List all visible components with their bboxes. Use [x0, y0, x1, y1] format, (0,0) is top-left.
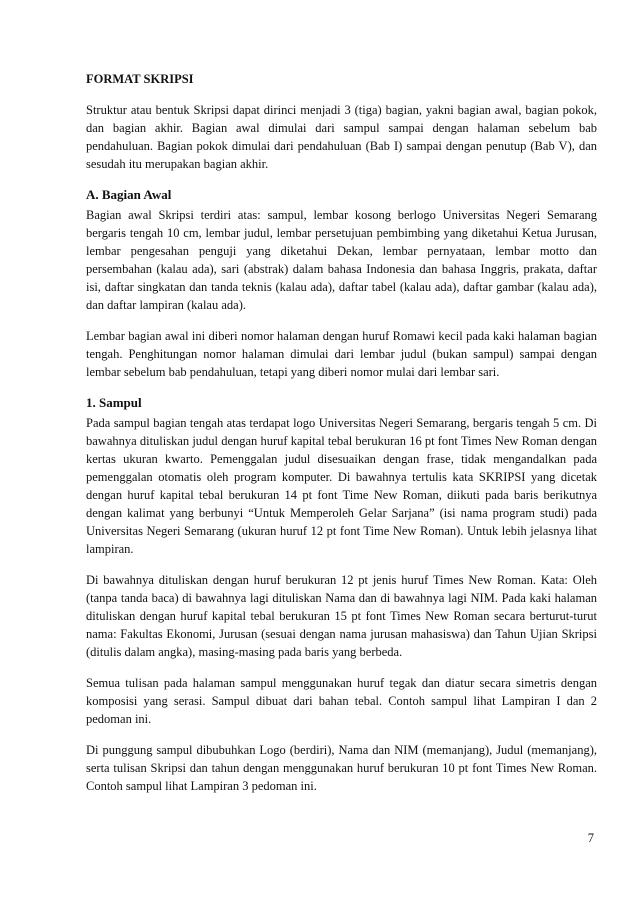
intro-paragraph: Struktur atau bentuk Skripsi dapat dirinci menjadi 3 (tiga) bagian, yakni bagian awal, bagian pokok, dan bagian akhir. Bagian awal dimulai dari sampul sampai dengan halaman sebelum bab pendahuluan. Bagian pokok dimulai dari pendahuluan (Bab I) sampai dengan penutup (Bab V), dan sesudah itu merupakan bagian akhir.: [86, 103, 597, 171]
section-1-paragraph-1: Pada sampul bagian tengah atas terdapat logo Universitas Negeri Semarang, bergaris tengah 5 cm. Di bawahnya dituliskan judul dengan huruf kapital tebal berukuran 16 pt font Times New Roman dengan kertas ukuran kwarto. Pemenggalan judul disesuaikan dengan frase, tidak mengandalkan pada pemenggalan otomatis oleh program komputer. Di bawahnya tertulis kata SKRIPSI yang dicetak dengan huruf kapital tebal berukuran 14 pt font Time New Roman, diikuti pada baris berikutnya dengan kalimat yang berbunyi “Untuk Memperoleh Gelar Sarjana” (isi nama program studi) pada Universitas Negeri Semarang (ukuran huruf 12 pt font Time New Roman). Untuk lebih jelasnya lihat lampiran.: [86, 416, 597, 556]
section-a-heading: A. Bagian Awal: [86, 187, 172, 202]
section-a-paragraph-1: Bagian awal Skripsi terdiri atas: sampul, lembar kosong berlogo Universitas Negeri Semarang bergaris tengah 10 cm, lembar judul, lembar persetujuan pembimbing yang diketahui Ketua Jurusan, lembar pengesahan penguji yang diketahui Dekan, lembar pernyataan, lembar motto dan persembahan (kalau ada), sari (abstrak) dalam bahasa Indonesia dan bahasa Inggris, prakata, daftar isi, daftar singkatan dan tanda teknis (kalau ada), daftar tabel (kalau ada), daftar gambar (kalau ada), dan daftar lampiran (kalau ada).: [86, 208, 597, 312]
page-number: 7: [587, 831, 594, 845]
section-a-paragraph-2: Lembar bagian awal ini diberi nomor halaman dengan huruf Romawi kecil pada kaki halaman bagian tengah. Penghitungan nomor halaman dimulai dari lembar judul (bukan sampul) sampai dengan lembar sebelum bab pendahuluan, tetapi yang diberi nomor mulai dari lembar sari.: [86, 329, 597, 379]
section-1-paragraph-4: Di punggung sampul dibubuhkan Logo (berdiri), Nama dan NIM (memanjang), Judul (memanjang), serta tulisan Skripsi dan tahun dengan menggunakan huruf berukuran 10 pt font Times New Roman. Contoh sampul lihat Lampiran 3 pedoman ini.: [86, 743, 597, 793]
document-title: FORMAT SKRIPSI: [86, 72, 194, 86]
document-page: [86, 70, 597, 808]
section-1-paragraph-2: Di bawahnya dituliskan dengan huruf berukuran 12 pt jenis huruf Times New Roman. Kata: Oleh (tanpa tanda baca) di bawahnya lagi dituliskan Nama dan di bawahnya lagi NIM. Pada kaki halaman dituliskan dengan huruf kapital tebal berukuran 15 pt font Times New Roman secara berturut-turut nama: Fakultas Ekonomi, Jurusan (sesuai dengan nama jurusan mahasiswa) dan Tahun Ujian Skripsi (ditulis dalam angka), masing-masing pada baris yang berbeda.: [86, 573, 597, 659]
section-1-paragraph-3: Semua tulisan pada halaman sampul menggunakan huruf tegak dan diatur secara simetris dengan komposisi yang serasi. Sampul dibuat dari bahan tebal. Contoh sampul lihat Lampiran I dan 2 pedoman ini.: [86, 676, 597, 726]
section-1-heading: 1. Sampul: [86, 395, 142, 410]
